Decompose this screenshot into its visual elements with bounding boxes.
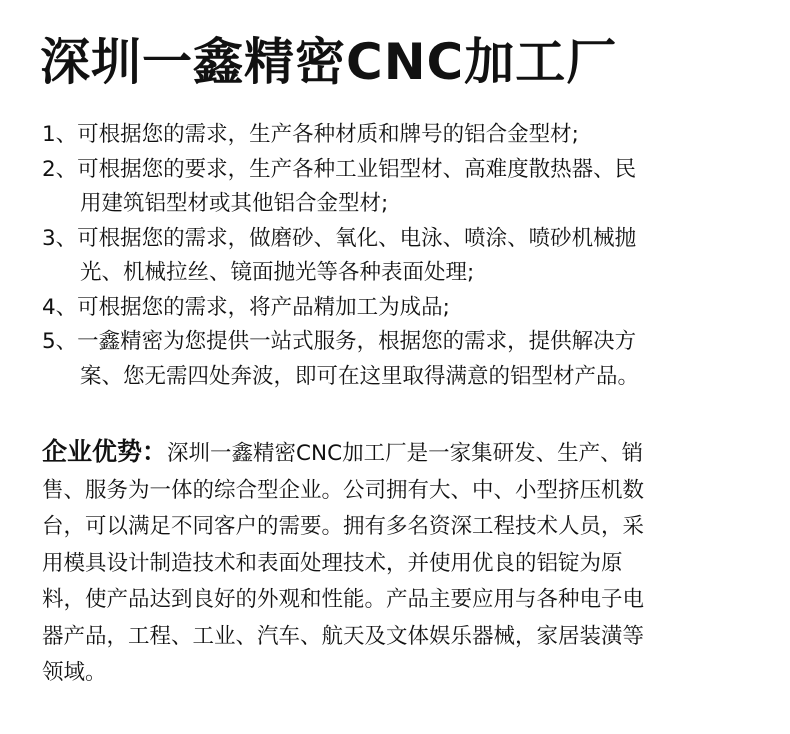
paragraph-line [42,434,762,473]
list-item [42,325,762,394]
advantages-first-line: 深圳一鑫精密CNC加工厂是一家集研发、生产、销 [167,441,644,466]
list-item-line: 4、可根据您的需求，将产品精加工为成品; [42,294,450,320]
list-item [42,291,762,326]
paragraph-line: 领域。 [42,660,107,685]
list-item-line: 案、您无需四处奔波，即可在这里取得满意的铝型材产品。 [80,363,640,389]
paragraph-line: 用模具设计制造技术和表面处理技术，并使用优良的铝锭为原 [42,550,623,576]
page-title: 深圳一鑫精密CNC加工厂 [40,33,618,91]
list-item [42,153,762,222]
list-item-line: 用建筑铝型材或其他铝合金型材; [80,191,389,216]
list-item-line: 5、一鑫精密为您提供一站式服务，根据您的需求，提供解决方 [42,329,637,354]
service-list [42,118,762,394]
paragraph-line: 器产品，工程、工业、汽车、航天及文体娱乐器械，家居装潢等 [42,623,645,649]
advantages-heading: 企业优势： [42,437,168,466]
company-advantages [42,434,762,692]
list-item [42,118,762,153]
list-item-line: 3、可根据您的需求，做磨砂、氧化、电泳、喷涂、喷砂机械抛 [42,225,637,251]
list-item [42,222,762,291]
paragraph-line: 料，使产品达到良好的外观和性能。产品主要应用与各种电子电 [42,587,645,612]
list-item-line: 1、可根据您的需求，生产各种材质和牌号的铝合金型材; [42,122,579,147]
paragraph-line: 台，可以满足不同客户的需要。拥有多名资深工程技术人员，采 [42,514,645,539]
list-item-line: 光、机械拉丝、镜面抛光等各种表面处理; [80,260,475,285]
paragraph-line: 售、服务为一体的综合型企业。公司拥有大、中、小型挤压机数 [42,477,645,503]
list-item-line: 2、可根据您的要求，生产各种工业铝型材、高难度散热器、民 [42,156,637,182]
